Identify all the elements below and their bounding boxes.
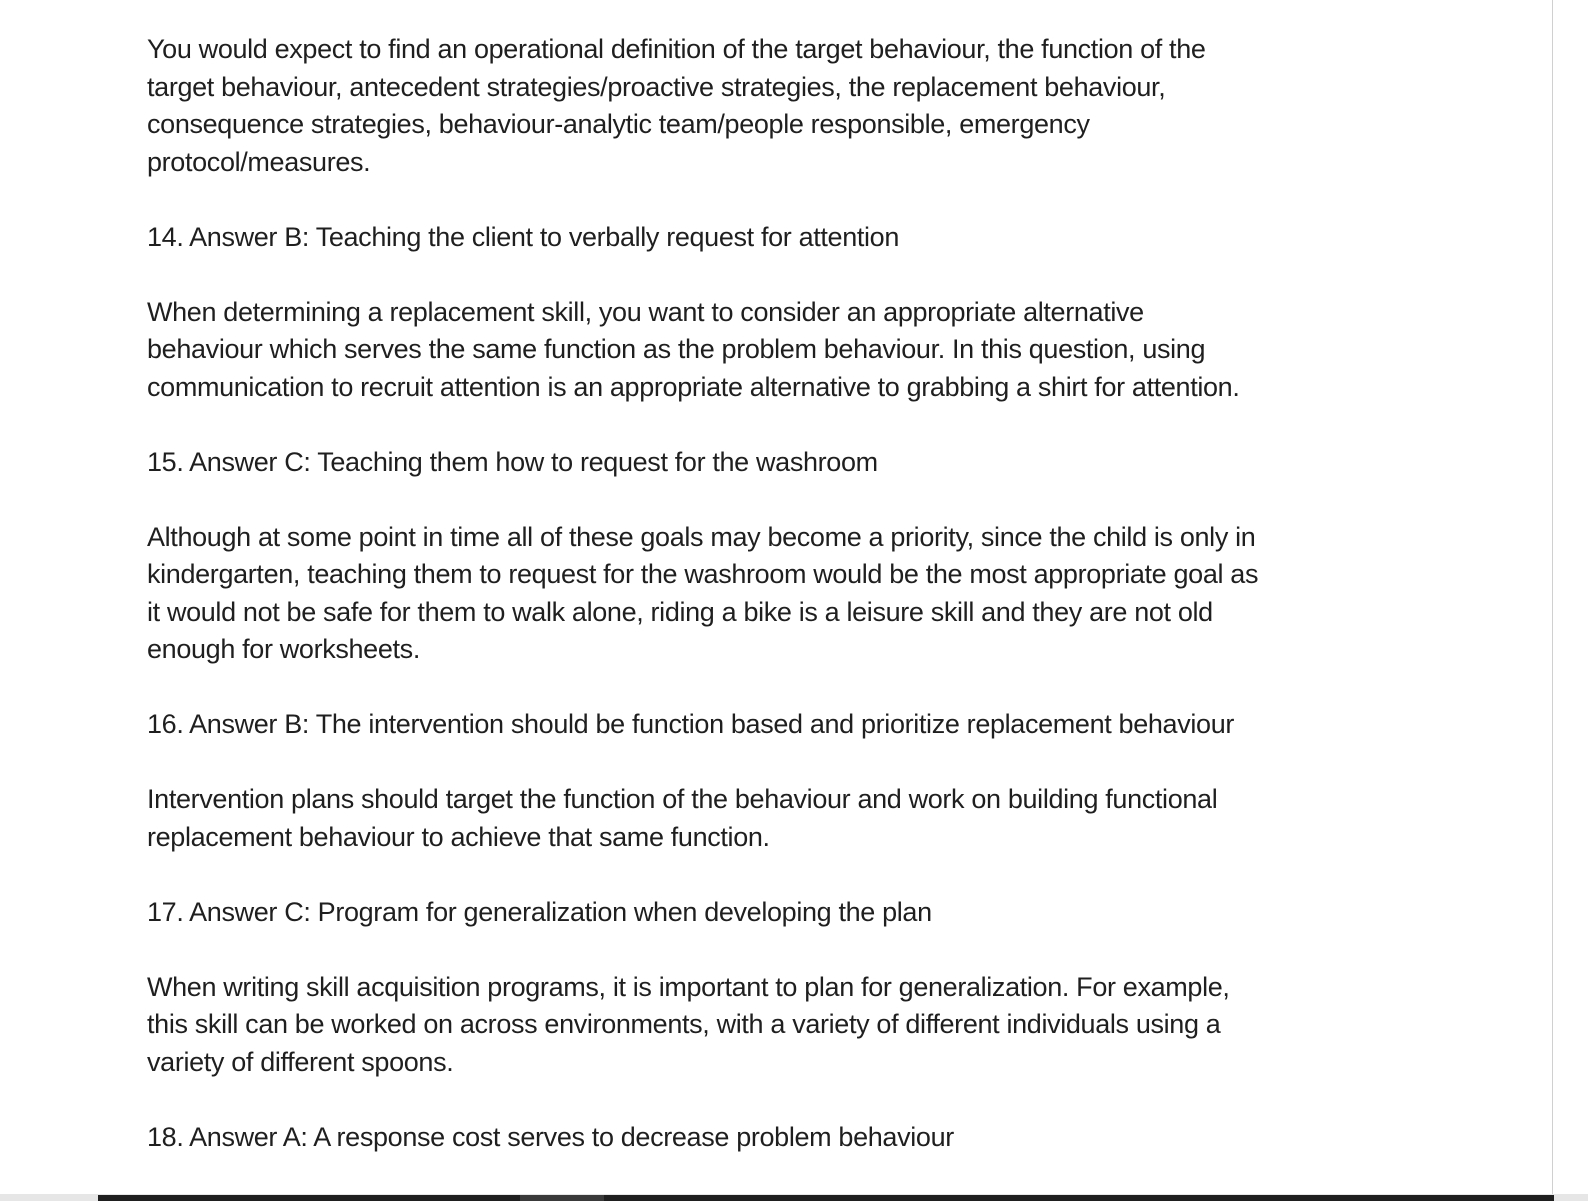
paragraph-bip-components [147,31,1387,181]
answer-18-heading: 18. Answer A: A response cost serves to decrease problem behaviour [147,1121,954,1152]
taskbar-segment [520,1195,604,1201]
answer-16-explanation [147,781,1387,856]
text-line: target behaviour, antecedent strategies/proactive strategies, the replacement behaviour, [147,71,1166,102]
answer-17-explanation [147,969,1387,1082]
text-line: it would not be safe for them to walk alone, riding a bike is a leisure skill and they are not old [147,596,1213,627]
text-line: variety of different spoons. [147,1046,454,1077]
taskbar-strip [98,1195,1554,1201]
text-line: behaviour which serves the same function as the problem behaviour. In this question, using [147,334,1206,364]
text-line: Intervention plans should target the function of the behaviour and work on building functional [147,784,1218,814]
text-line: this skill can be worked on across environments, with a variety of different individuals using a [147,1009,1221,1039]
text-line: When writing skill acquisition programs, it is important to plan for generalization. For example, [147,971,1230,1002]
scrollbar-track[interactable] [1553,0,1588,1194]
answer-16-heading: 16. Answer B: The intervention should be function based and prioritize replacement behaviour [147,709,1234,739]
text-line: kindergarten, teaching them to request for the washroom would be the most appropriate goal as [147,559,1259,589]
document-content [147,31,1387,1156]
text-line: communication to recruit attention is an appropriate alternative to grabbing a shirt for attention. [147,371,1240,402]
answer-14-heading: 14. Answer B: Teaching the client to verbally request for attention [147,221,900,252]
text-line: consequence strategies, behaviour-analytic team/people responsible, emergency [147,109,1090,139]
answer-15-explanation [147,519,1387,669]
answer-14-explanation [147,294,1387,407]
text-line: Although at some point in time all of these goals may become a priority, since the child is only in [147,521,1256,552]
text-line: protocol/measures. [147,146,371,177]
text-line: You would expect to find an operational definition of the target behaviour, the function of the [147,34,1206,64]
answer-15-heading: 15. Answer C: Teaching them how to request for the washroom [147,446,878,477]
text-line: enough for worksheets. [147,634,420,664]
text-line: When determining a replacement skill, you want to consider an appropriate alternative [147,296,1144,327]
text-line: replacement behaviour to achieve that same function. [147,821,770,852]
answer-17-heading: 17. Answer C: Program for generalization when developing the plan [147,896,932,927]
